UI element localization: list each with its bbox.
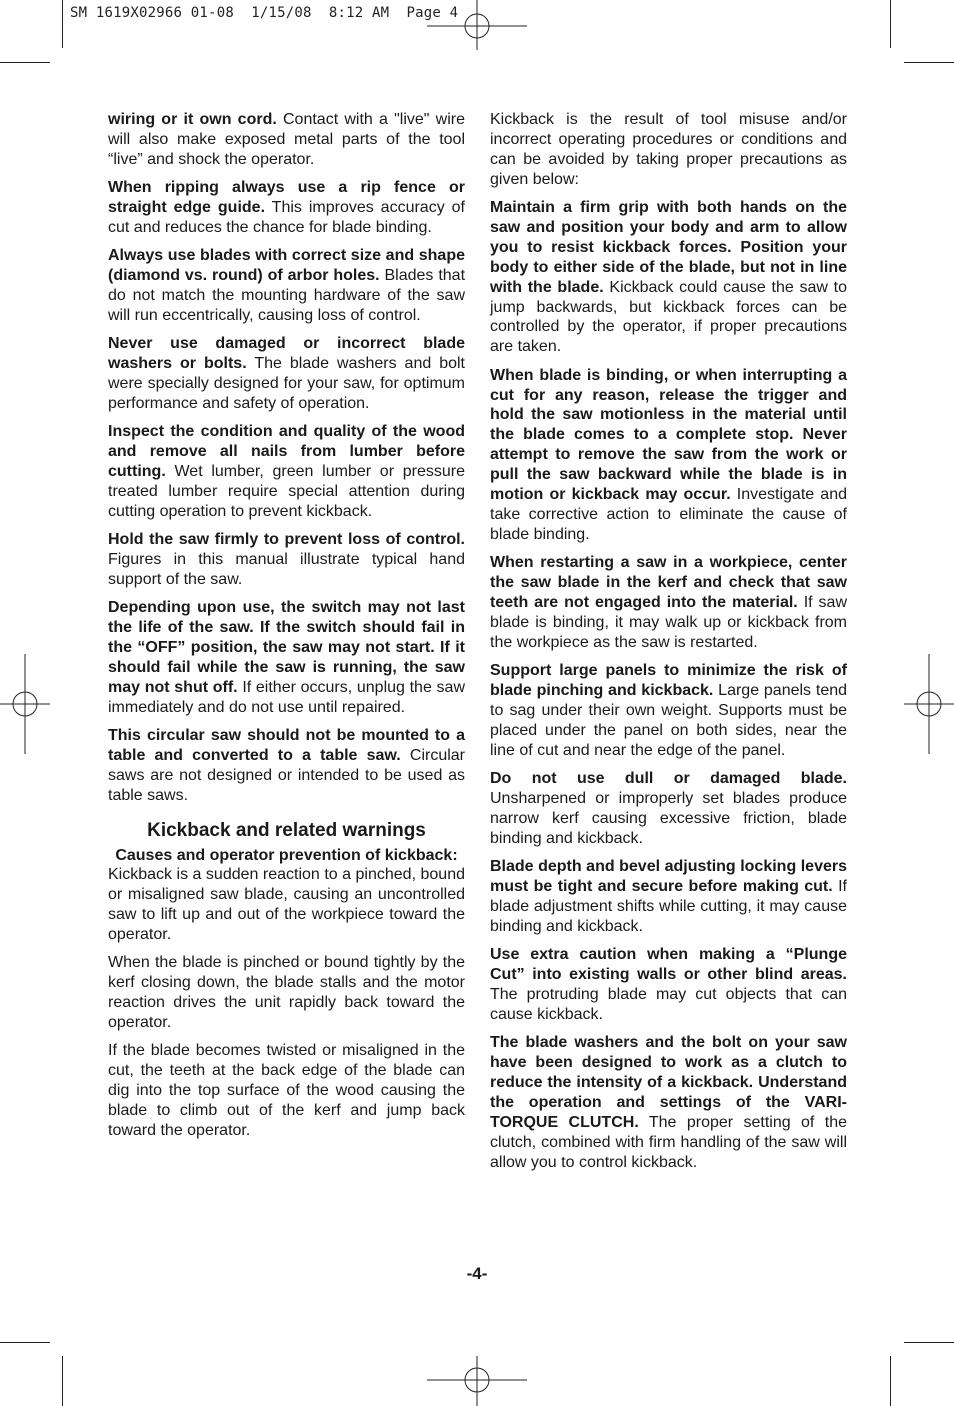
left-column — [108, 110, 465, 1149]
paragraph: Always use blades with correct size and shape (diamond vs. round) of arbor holes. Blades that do not match the mounting hardware of the saw will run eccentrically, causing loss of control. — [108, 247, 466, 324]
paragraph: Kickback is a sudden reaction to a pinched, bound or misaligned saw blade, causing an uncontrolled saw to lift up and out of the workpiece toward the operator. — [108, 866, 465, 943]
paragraph: This circular saw should not be mounted to a table and converted to a table saw. Circular saws are not designed or intended to be used as table saws. — [108, 727, 466, 804]
page-number: -4- — [466, 1264, 488, 1283]
paragraph: When blade is binding, or when interrupting a cut for any reason, release the trigger and hold the saw motionless in the material until the blade comes to a complete stop. Never attempt to remove the saw from the work or pull the saw backward while the blade is in motion or kickback may occur. Investigate and take corrective action to eliminate the cause of blade binding. — [490, 366, 847, 543]
section-subtitle: Causes and operator prevention of kickback: — [115, 846, 458, 864]
paragraph: When the blade is pinched or bound tightly by the kerf closing down, the blade stalls and the motor reaction drives the unit rapidly back toward the operator. — [108, 954, 465, 1031]
crop-mark-top-right-h — [904, 62, 954, 63]
registration-mark-right — [904, 654, 954, 754]
registration-mark-top — [427, 0, 527, 50]
right-column — [490, 110, 847, 1181]
paragraph: When restarting a saw in a workpiece, center the saw blade in the kerf and check that saw teeth are not engaged into the material. If saw blade is binding, it may walk up or kickback from the workpiece as the saw is restarted. — [490, 554, 848, 651]
paragraph: Blade depth and bevel adjusting locking levers must be tight and secure before making cut. If blade adjustment shifts while cutting, it may cause binding and kickback. — [490, 858, 848, 935]
crop-mark-bottom-right-h — [904, 1342, 954, 1343]
registration-mark-bottom — [427, 1356, 527, 1406]
paragraph: Maintain a firm grip with both hands on the saw and position your body and arm to allow you to resist kickback forces. Position your body to either side of the blade, but not in line with the blade. Kickback could cause the saw to jump backwards, but kickback forces can be controlled by the operator, if proper precautions are taken. — [490, 199, 847, 356]
paragraph: Support large panels to minimize the risk of blade pinching and kickback. Large panels tend to sag under their own weight. Supports must be placed under the panel on both sides, near the line of cut and near the edge of the panel. — [490, 662, 848, 759]
paragraph: If the blade becomes twisted or misaligned in the cut, the teeth at the back edge of the blade can dig into the top surface of the wood causing the blade to climb out of the kerf and jump back toward the operator. — [108, 1042, 465, 1139]
paragraph: Depending upon use, the switch may not last the life of the saw. If the switch should fail in the “OFF” position, the saw may not start. If it should fail while the saw is running, the saw may not shut off. If either occurs, unplug the saw immediately and do not use until repaired. — [108, 599, 465, 716]
crop-mark-top-left-h — [0, 62, 50, 63]
paragraph: wiring or it own cord. Contact with a "live" wire will also make exposed metal parts of the tool “live” and shock the operator. — [108, 111, 465, 168]
paragraph: Use extra caution when making a “Plunge Cut” into existing walls or other blind areas. The protruding blade may cut objects that can cause kickback. — [490, 946, 847, 1023]
paragraph: Do not use dull or damaged blade. Unsharpened or improperly set blades produce narrow kerf causing excessive friction, blade binding and kickback. — [490, 770, 847, 847]
paragraph: Inspect the condition and quality of the wood and remove all nails from lumber before cutting. Wet lumber, green lumber or pressure treated lumber require special attention during cutting operation to prevent kickback. — [108, 423, 465, 520]
paragraph: Kickback is the result of tool misuse and/or incorrect operating procedures or conditions and can be avoided by taking proper precautions as given below: — [490, 111, 847, 188]
crop-mark-bottom-right-v — [890, 1356, 891, 1406]
paragraph: Hold the saw firmly to prevent loss of control. Figures in this manual illustrate typical hand support of the saw. — [108, 531, 465, 588]
crop-mark-bottom-left-h — [0, 1342, 50, 1343]
paragraph: When ripping always use a rip fence or straight edge guide. This improves accuracy of cut and reduces the chance for blade binding. — [108, 179, 465, 236]
paragraph: The blade washers and the bolt on your saw have been designed to work as a clutch to reduce the intensity of a kickback. Understand the operation and settings of the VARI-TORQUE CLUTCH. The proper setting of the clutch, combined with firm handling of the saw will allow you to control kickback. — [490, 1034, 848, 1171]
crop-mark-top-left-v — [62, 0, 63, 48]
crop-mark-top-right-v — [890, 0, 891, 48]
crop-mark-bottom-left-v — [62, 1356, 63, 1406]
print-slug: SM 1619X02966 01-08 1/15/08 8:12 AM Page 4 — [70, 5, 459, 21]
registration-mark-left — [0, 654, 50, 754]
paragraph: Never use damaged or incorrect blade washers or bolts. The blade washers and bolt were specially designed for your saw, for optimum performance and safety of operation. — [108, 335, 466, 412]
section-title: Kickback and related warnings — [147, 819, 426, 841]
